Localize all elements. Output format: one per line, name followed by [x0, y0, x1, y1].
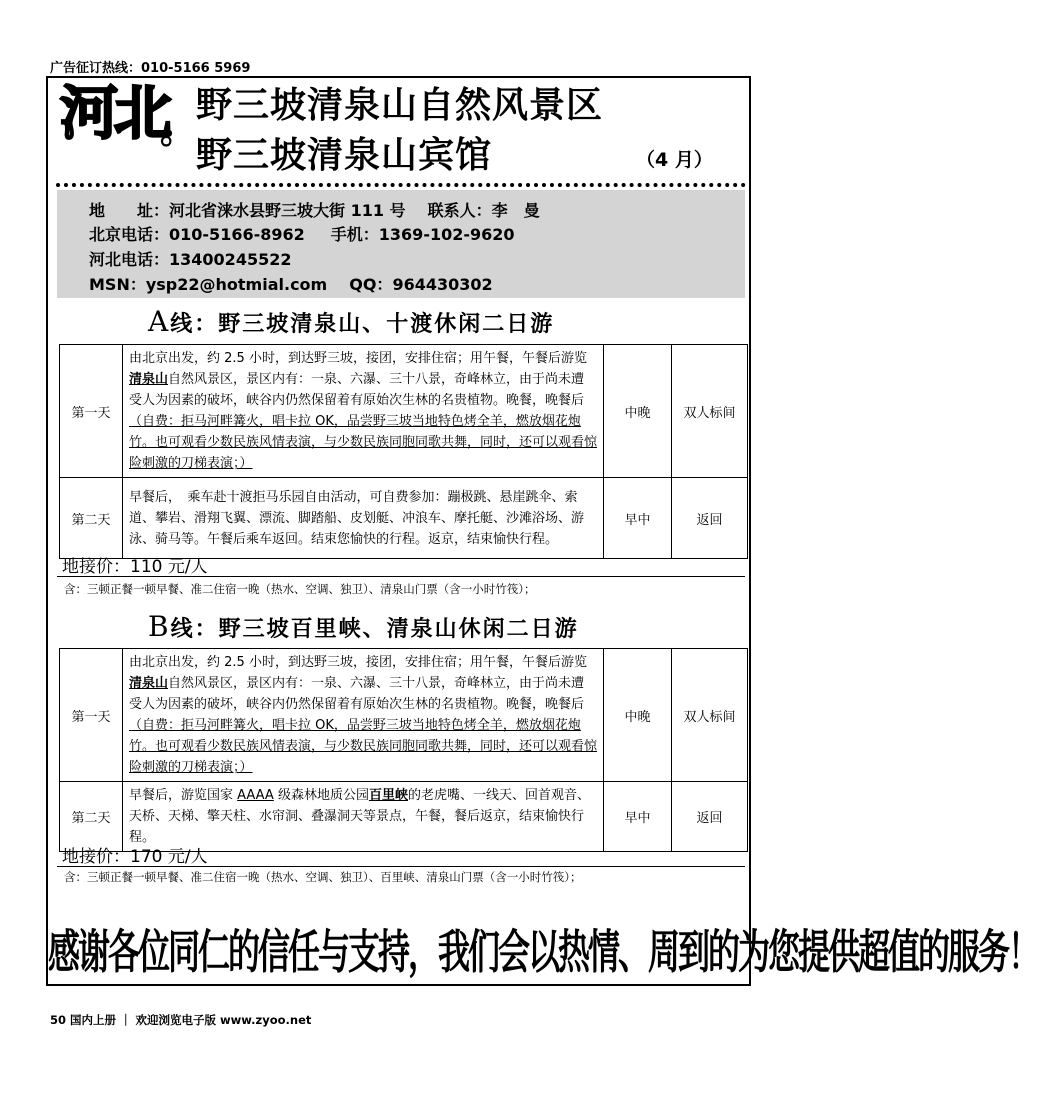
desc-highlight: 清泉山 [129, 676, 169, 691]
address-row [89, 198, 540, 221]
line-a-title [148, 305, 554, 338]
line-b-title [148, 610, 579, 643]
msn-value: ysp22@hotmial.com [145, 275, 328, 294]
room-cell: 返回 [672, 782, 748, 852]
hebei-phone-value: 13400245522 [169, 250, 292, 269]
line-a-includes: 含：三顿正餐一顿早餐、准二住宿一晚（热水、空调、独卫）、清泉山门票（含一小时竹筏）； [64, 582, 536, 596]
day-description [123, 345, 604, 478]
desc-text: 由北京出发，约 2.5 小时，到达野三坡，接团，安排住宿；用午餐，午餐后游览 [129, 351, 587, 366]
desc-highlight: AAAA [237, 788, 274, 803]
hotel-title: 野三坡清泉山宾馆 [196, 135, 493, 176]
line-a-title-text: 线：野三坡清泉山、十渡休闲二日游 [170, 312, 555, 337]
address-label: 地 址： [89, 201, 170, 220]
table-row [60, 478, 748, 559]
desc-highlight: 清泉山 [129, 372, 169, 387]
contact-person-value: 李 曼 [491, 201, 540, 220]
line-b-includes: 含：三顿正餐一顿早餐、准二住宿一晚（热水、空调、独卫）、百里峡、清泉山门票（含一小时竹筏）； [64, 870, 582, 884]
line-b-price: 地接价：170 元/人 [62, 847, 208, 867]
mobile-value: 1369-102-9620 [378, 225, 515, 244]
province-logo: 河北 [60, 79, 169, 147]
title-dot: 。 [160, 112, 194, 152]
desc-text: 级森林地质公园 [273, 788, 369, 803]
beijing-phone-label: 北京电话： [89, 225, 170, 244]
line-b-letter: B [148, 610, 171, 643]
desc-highlight: 百里峡 [368, 788, 408, 803]
ad-hotline: 广告征订热线：010-5166 5969 [50, 61, 251, 76]
issue-month: （4 月） [636, 149, 713, 171]
desc-text: 自然风景区，景区内有：一泉、六瀑、三十八景，奇峰林立，由于尚未遭受人为因素的破坏，峡谷内仍然保留着有原始次生林的名贵植物。晚餐，晚餐后 [129, 372, 585, 408]
line-a-itinerary-table [59, 344, 748, 559]
day-label: 第二天 [60, 478, 123, 559]
day-label: 第二天 [60, 782, 123, 852]
table-row [60, 649, 748, 782]
mobile-label: 手机： [330, 225, 379, 244]
beijing-phone-value: 010-5166-8962 [169, 225, 305, 244]
line-b-itinerary-table [59, 648, 748, 852]
meal-cell: 中晚 [604, 649, 672, 782]
table-row [60, 782, 748, 852]
dotted-divider [56, 183, 746, 187]
desc-optional: （自费：拒马河畔篝火，唱卡拉 OK，品尝野三坡当地特色烤全羊，燃放烟花炮竹。也可观看少数民族风情表演，与少数民族同胞同歌共舞，同时，还可以观看惊险刺激的刀梯表演；） [129, 414, 598, 471]
address-value: 河北省涞水县野三坡大街 111 号 [169, 201, 406, 220]
day-description: 早餐后， 乘车赴十渡拒马乐园自由活动，可自费参加：蹦极跳、悬崖跳伞、索道、攀岩、滑翔飞翼、漂流、脚踏船、皮划艇、冲浪车、摩托艇、沙滩浴场、游泳、骑马等。午餐后乘车返回。结束您愉快的行程。返京，结束愉快行程。 [123, 478, 604, 559]
day-description [123, 782, 604, 852]
day-label: 第一天 [60, 649, 123, 782]
desc-text: 由北京出发，约 2.5 小时，到达野三坡，接团，安排住宿；用午餐，午餐后游览 [129, 655, 587, 670]
msn-qq-row [89, 272, 493, 295]
line-a-letter: A [148, 305, 171, 338]
meal-cell: 中晚 [604, 345, 672, 478]
desc-text: 的老虎嘴、一线天、回首观音、天桥、天梯、擎天柱、水帘洞、叠瀑洞天等景点，午餐，餐后返京，结束愉快行程。 [129, 788, 590, 845]
table-row [60, 345, 748, 478]
room-cell: 双人标间 [672, 649, 748, 782]
line-a-price: 地接价：110 元/人 [62, 557, 208, 577]
meal-cell: 早中 [604, 478, 672, 559]
hebei-phone-label: 河北电话： [89, 250, 170, 269]
room-cell: 双人标间 [672, 345, 748, 478]
day-description [123, 649, 604, 782]
line-b-title-text: 线：野三坡百里峡、清泉山休闲二日游 [170, 617, 579, 642]
msn-label: MSN： [89, 275, 146, 294]
qq-value: 964430302 [392, 275, 493, 294]
day-label: 第一天 [60, 345, 123, 478]
room-cell: 返回 [672, 478, 748, 559]
contact-person-label: 联系人： [427, 201, 492, 220]
qq-label: QQ： [349, 275, 393, 294]
hebei-phone-row [89, 247, 291, 270]
thank-you-slogan: 感谢各位同仁的信任与支持，我们会以热情、周到的为您提供超值的服务！ [48, 924, 1038, 980]
page-footer: 50 国内上册 ｜ 欢迎浏览电子版 www.zyoo.net [50, 1013, 312, 1027]
meal-cell: 早中 [604, 782, 672, 852]
desc-text: 自然风景区，景区内有：一泉、六瀑、三十八景，奇峰林立，由于尚未遭受人为因素的破坏，峡谷内仍然保留着有原始次生林的名贵植物。晚餐，晚餐后 [129, 676, 585, 712]
scenic-area-title: 野三坡清泉山自然风景区 [196, 85, 604, 126]
contact-panel [57, 190, 745, 298]
desc-optional: （自费：拒马河畔篝火，唱卡拉 OK，品尝野三坡当地特色烤全羊，燃放烟花炮竹。也可观看少数民族风情表演，与少数民族同胞同歌共舞，同时，还可以观看惊险刺激的刀梯表演；） [129, 718, 598, 775]
price-divider [57, 576, 745, 577]
price-divider [57, 866, 745, 867]
beijing-phone-row [89, 222, 515, 245]
desc-text: 早餐后，游览国家 [129, 788, 238, 803]
